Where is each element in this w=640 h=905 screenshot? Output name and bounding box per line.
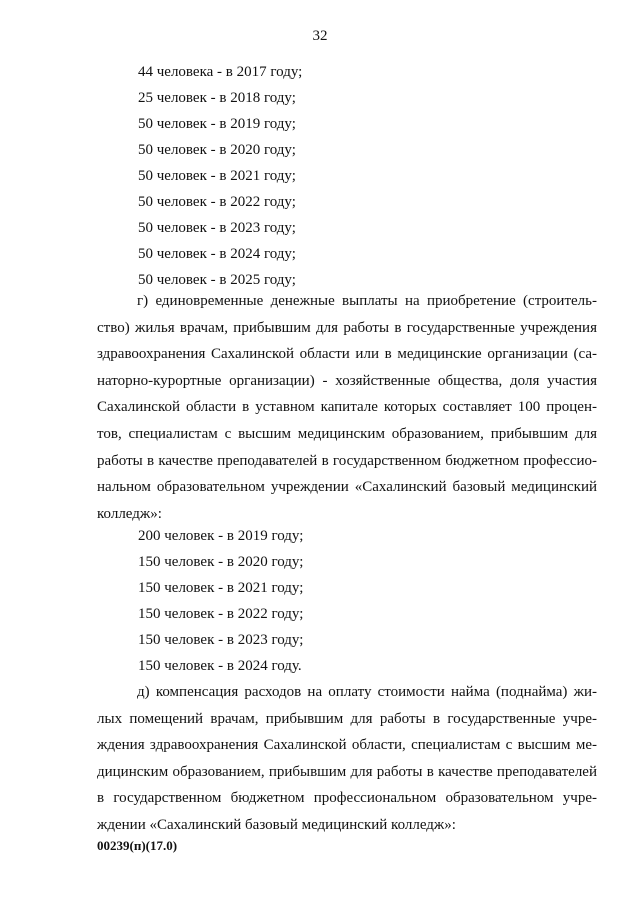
paragraph-line: ждения здравоохранения Сахалинской области, специалистам с высшим ме- [97, 737, 597, 754]
list-item: 44 человека - в 2017 году; [138, 64, 303, 80]
paragraph-line: в государственном бюджетном профессиональном образовательном учре- [97, 790, 597, 807]
list-item: 50 человек - в 2022 году; [138, 194, 296, 210]
list-item: 150 человек - в 2024 году. [138, 658, 302, 674]
paragraph-line: лых помещений врачам, прибывшим для работы в государственные учре- [97, 710, 597, 727]
list-item: 150 человек - в 2020 году; [138, 554, 304, 570]
list-item: 200 человек - в 2019 году; [138, 528, 304, 544]
page-number: 32 [312, 28, 328, 44]
paragraph-line: колледж»: [97, 505, 162, 522]
document-code: 00239(п)(17.0) [97, 838, 178, 853]
list-item: 150 человек - в 2022 году; [138, 606, 304, 622]
list-item: 50 человек - в 2020 году; [138, 142, 296, 158]
paragraph-d-rent-compensation [97, 679, 597, 839]
staff-count-list-2017-2025 [138, 59, 302, 293]
paragraph-line: г) единовременные денежные выплаты на приобретение (строитель- [137, 293, 597, 309]
paragraph-line: ство) жилья врачам, прибывшим для работы в государственные учреждения [97, 319, 597, 336]
list-item: 50 человек - в 2021 году; [138, 168, 296, 184]
paragraph-line: нальном образовательном учреждении «Сахалинский базовый медицинский [97, 479, 597, 496]
paragraph-line: д) компенсация расходов на оплату стоимости найма (поднайма) жи- [137, 684, 597, 700]
list-item: 50 человек - в 2023 году; [138, 220, 296, 236]
staff-count-list-2019-2024 [138, 523, 303, 679]
paragraph-line: дицинским образованием, прибывшим для работы в качестве преподавателей [97, 763, 597, 780]
list-item: 50 человек - в 2025 году; [138, 272, 296, 288]
list-item: 25 человек - в 2018 году; [138, 90, 296, 106]
paragraph-line: здравоохранения Сахалинской области или в медицинские организации (са- [97, 346, 597, 363]
list-item: 50 человек - в 2019 году; [138, 116, 296, 132]
list-item: 150 человек - в 2021 году; [138, 580, 304, 596]
paragraph-g-housing-payments [97, 288, 597, 527]
list-item: 150 человек - в 2023 году; [138, 632, 304, 648]
paragraph-line: ждении «Сахалинский базовый медицинский колледж»: [97, 816, 456, 833]
paragraph-line: тов, специалистам с высшим медицинским образованием, прибывшим для [97, 425, 597, 442]
paragraph-line: Сахалинской области в уставном капитале которых составляет 100 процен- [97, 399, 597, 416]
list-item: 50 человек - в 2024 году; [138, 246, 296, 262]
paragraph-line: работы в качестве преподавателей в государственном бюджетном профессио- [97, 452, 597, 469]
paragraph-line: наторно-курортные организации) - хозяйственные общества, доля участия [97, 372, 597, 389]
